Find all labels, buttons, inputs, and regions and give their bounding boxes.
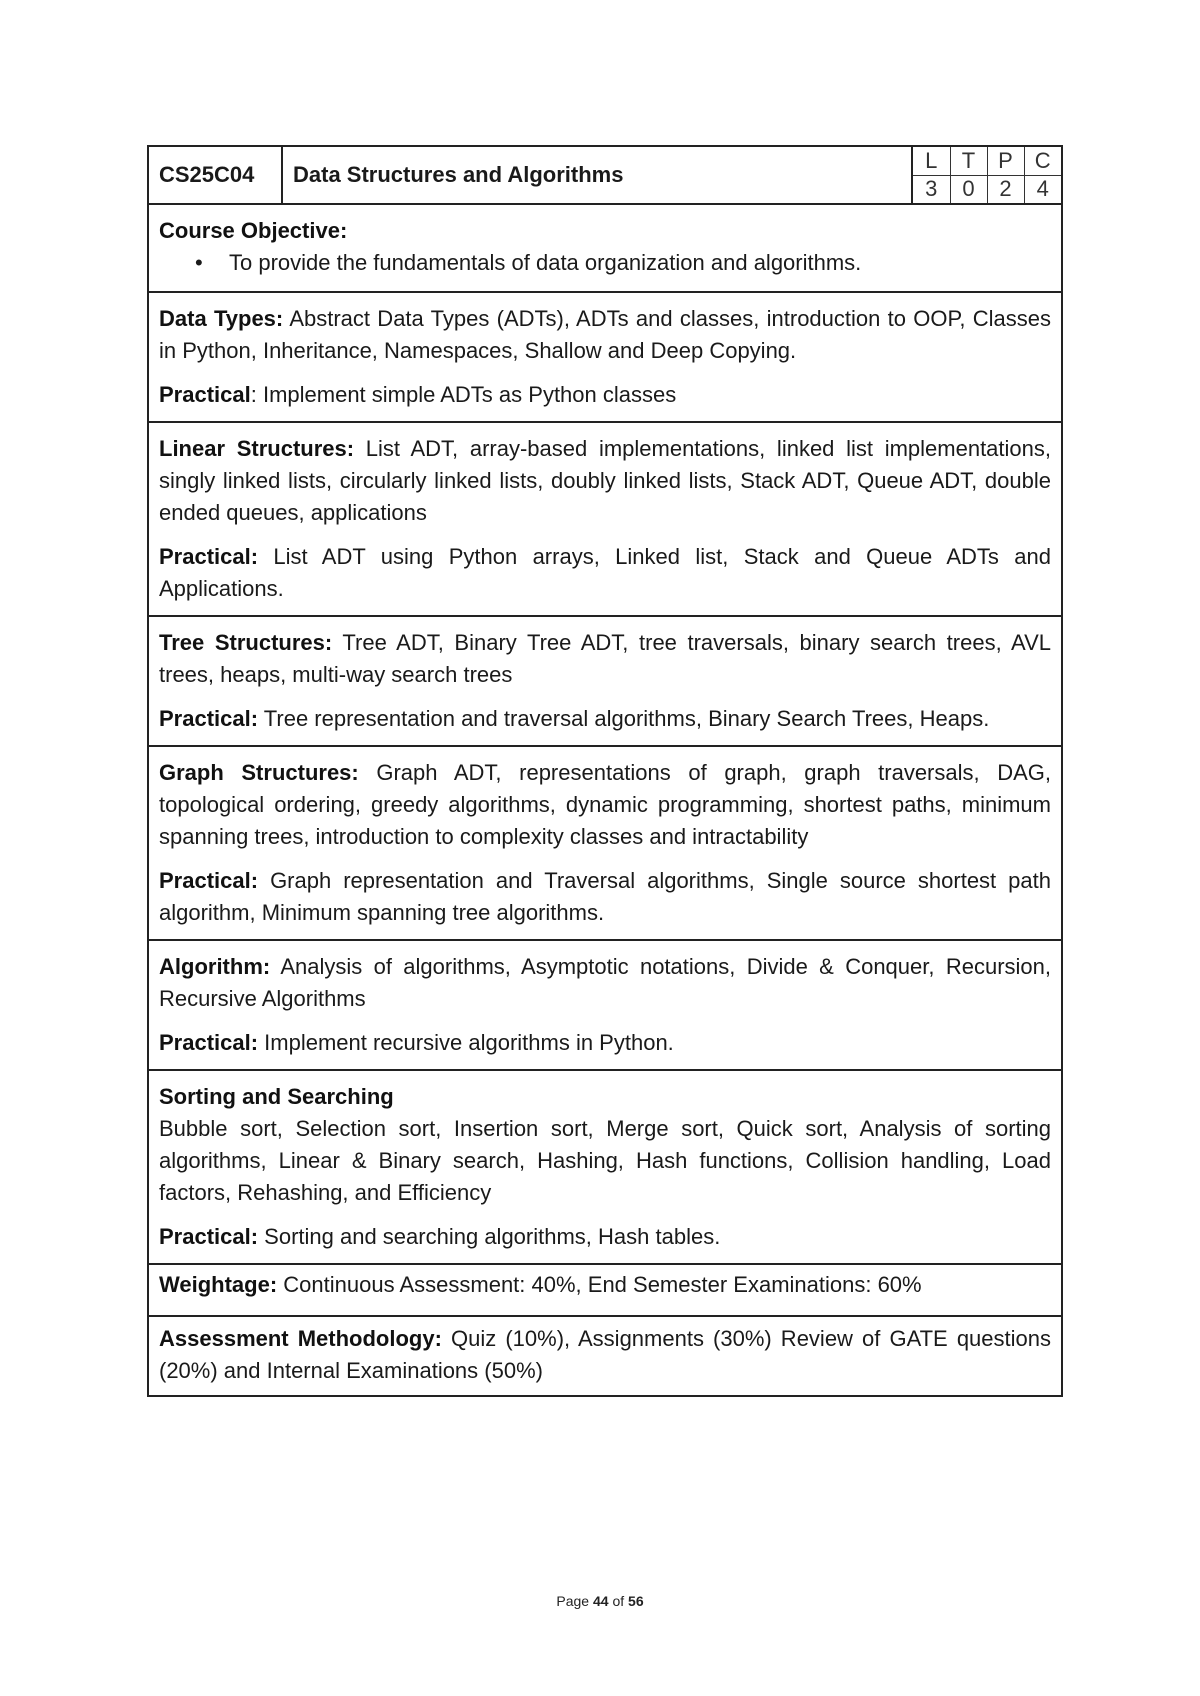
unit-heading: Algorithm: — [159, 954, 271, 979]
unit-linear-structures — [148, 422, 1062, 616]
ltpc-value-t: 0 — [950, 175, 987, 203]
unit-graph-structures — [148, 746, 1062, 940]
assessment-section — [148, 1316, 1062, 1396]
practical-text: Graph representation and Traversal algorithms, Single source shortest path algorithm, Minimum spanning tree algorithms. — [159, 868, 1051, 925]
objective-list — [159, 247, 1051, 279]
course-header-row — [148, 146, 1062, 204]
unit-data-types — [148, 292, 1062, 422]
ltpc-header-t: T — [950, 147, 987, 175]
ltpc-value-c: 4 — [1036, 176, 1049, 202]
weightage-row — [148, 1264, 1062, 1316]
course-table — [147, 145, 1063, 1397]
practical-text: Sorting and searching algorithms, Hash tables. — [258, 1224, 721, 1249]
unit-tree-structures — [148, 616, 1062, 746]
assessment-text: Quiz (10%), Assignments (30%) Review of GATE questions (20%) and Internal Examinations (50%) — [159, 1326, 1051, 1383]
practical-label: Practical: — [159, 1030, 259, 1055]
footer-prefix: Page — [556, 1593, 593, 1609]
unit-heading: Tree Structures: — [159, 630, 333, 655]
footer-of: of — [608, 1593, 629, 1609]
unit-content: List ADT, array-based implementations, linked list implementations, singly linked lists, circularly linked lists, doubly linked lists, Stack ADT, Queue ADT, double ended queues, applications — [159, 436, 1051, 525]
unit-row — [148, 940, 1062, 1070]
objective-label: Course Objective: — [159, 218, 348, 243]
practical-text: : Implement simple ADTs as Python classes — [250, 382, 677, 407]
objective-item: • To provide the fundamentals of data organization and algorithms. — [229, 247, 1051, 279]
page-footer — [0, 1593, 1200, 1609]
unit-heading: Data Types: — [159, 306, 284, 331]
practical-text: Tree representation and traversal algorithms, Binary Search Trees, Heaps. — [258, 706, 990, 731]
unit-content: Tree ADT, Binary Tree ADT, tree traversals, binary search trees, AVL trees, heaps, multi-way search trees — [159, 630, 1051, 687]
footer-page-number: 44 — [592, 1593, 609, 1609]
ltpc-value-l: 3 — [913, 175, 950, 203]
unit-row — [148, 422, 1062, 616]
practical-label: Practical: — [159, 544, 259, 569]
objective-row — [148, 204, 1062, 292]
course-code: CS25C04 — [148, 146, 282, 204]
unit-content: Abstract Data Types (ADTs), ADTs and classes, introduction to OOP, Classes in Python, Inheritance, Namespaces, Shallow and Deep Copying. — [159, 306, 1051, 363]
ltpc-value-p: 2 — [987, 175, 1024, 203]
weightage-text: Continuous Assessment: 40%, End Semester Examinations: 60% — [277, 1272, 922, 1297]
objective-section — [148, 204, 1062, 292]
unit-heading: Sorting and Searching — [159, 1084, 394, 1109]
unit-sorting-searching — [148, 1070, 1062, 1264]
practical-text: List ADT using Python arrays, Linked list, Stack and Queue ADTs and Applications. — [159, 544, 1051, 601]
ltpc-header-p: P — [987, 147, 1024, 175]
ltpc-table — [913, 147, 1061, 203]
unit-content: Analysis of algorithms, Asymptotic notations, Divide & Conquer, Recursion, Recursive Algorithms — [159, 954, 1051, 1011]
unit-row — [148, 292, 1062, 422]
ltpc-cell — [912, 146, 1062, 204]
unit-heading: Linear Structures: — [159, 436, 355, 461]
unit-heading: Graph Structures: — [159, 760, 359, 785]
practical-label: Practical: — [159, 706, 259, 731]
unit-row — [148, 1070, 1062, 1264]
footer-total-pages: 56 — [628, 1593, 644, 1609]
weightage-label: Weightage: — [159, 1272, 278, 1297]
unit-content: Graph ADT, representations of graph, graph traversals, DAG, topological ordering, greedy algorithms, dynamic programming, shortest paths, minimum spanning trees, introduction to complexity classes and intractability — [159, 760, 1051, 849]
practical-label: Practical: — [159, 868, 259, 893]
assessment-label: Assessment Methodology: — [159, 1326, 442, 1351]
unit-content: Bubble sort, Selection sort, Insertion sort, Merge sort, Quick sort, Analysis of sorting algorithms, Linear & Binary search, Hashing, Hash functions, Collision handling, Load factors, Rehashing, and Efficiency — [159, 1116, 1051, 1205]
practical-text: Implement recursive algorithms in Python. — [258, 1030, 674, 1055]
practical-label: Practical — [159, 382, 251, 407]
unit-algorithm — [148, 940, 1062, 1070]
practical-label: Practical: — [159, 1224, 259, 1249]
course-title: Data Structures and Algorithms — [282, 146, 912, 204]
unit-row — [148, 616, 1062, 746]
assessment-row — [148, 1316, 1062, 1396]
ltpc-header-c: C — [1024, 147, 1061, 175]
syllabus-document — [147, 145, 1063, 1397]
unit-row — [148, 746, 1062, 940]
ltpc-header-l: L — [913, 147, 950, 175]
weightage-section — [148, 1264, 1062, 1316]
